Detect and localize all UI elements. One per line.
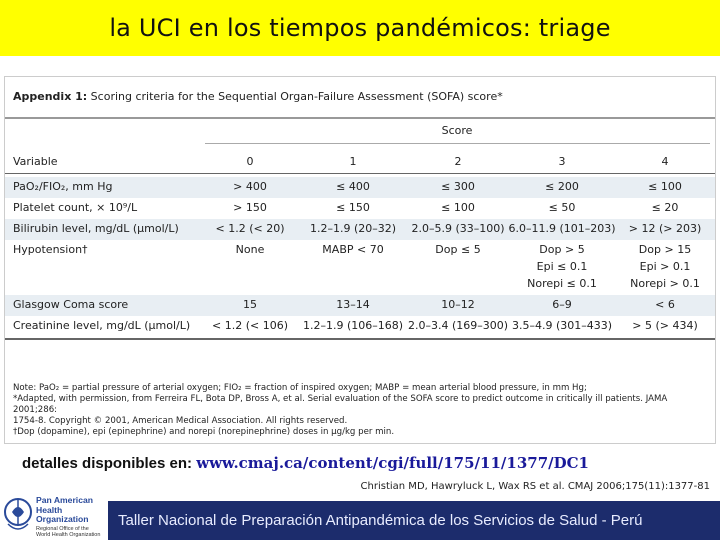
row-value: 13–14 [336,298,370,311]
row-value: ≤ 100 [441,201,475,214]
row-value: ≤ 400 [336,180,370,193]
logo-text: Pan American Health Organization [36,495,93,524]
row-value: 1.2–1.9 (106–168) [302,319,404,332]
slide-title: la UCI en los tiempos pandémicos: triage [109,14,611,42]
row-value: ≤ 20 [651,201,679,214]
score-col-2: 2 [454,155,462,168]
row-value: > 5 (> 434) [632,319,698,332]
score-col-1: 1 [349,155,357,168]
caption-rest: Scoring criteria for the Sequential Organ-Failure Assessment (SOFA) score* [87,90,503,103]
row-value: > 150 [233,201,267,214]
note-line: Note: PaO₂ = partial pressure of arterial oxygen; FIO₂ = fraction of inspired oxygen; MABP = mean arterial blood pressure, in mm Hg; [13,383,587,393]
row-value: Epi > 0.1 [639,260,691,273]
row-variable: PaO₂/FIO₂, mm Hg [13,180,113,193]
table-caption [5,77,715,119]
row-value: 2.0–3.4 (169–300) [407,319,509,332]
row-value: Epi ≤ 0.1 [536,260,588,273]
row-value: 10–12 [441,298,475,311]
row-value: ≤ 150 [336,201,370,214]
row-value: 3.5–4.9 (301–433) [511,319,613,332]
row-variable: Platelet count, × 10⁹/L [13,201,138,214]
row-value: MABP < 70 [322,243,384,256]
row-value: > 400 [233,180,267,193]
details-line [22,454,589,472]
row-value: ≤ 50 [548,201,576,214]
sofa-table-image [4,76,716,444]
row-value: ≤ 300 [441,180,475,193]
row-value: > 12 (> 203) [628,222,702,235]
row-variable: Bilirubin level, mg/dL (µmol/L) [13,222,179,235]
logo-subtext: Regional Office of the World Health Organization [36,526,101,538]
score-col-4: 4 [661,155,669,168]
note-line: †Dop (dopamine), epi (epinephrine) and norepi (norepinephrine) doses in µg/kg per min. [13,427,395,437]
score-col-0: 0 [246,155,254,168]
footer-text: Taller Nacional de Preparación Antipandémica de los Servicios de Salud - Perú [118,512,643,529]
row-value: ≤ 100 [648,180,682,193]
score-header: Score [441,124,473,137]
row-value: Norepi ≤ 0.1 [527,277,597,290]
row-value: < 1.2 (< 106) [212,319,288,332]
score-col-3: 3 [558,155,566,168]
row-value: < 1.2 (< 20) [215,222,285,235]
row-value: None [235,243,265,256]
row-value: ≤ 200 [545,180,579,193]
row-value: Dop > 15 [638,243,692,256]
table-bottom-line [5,338,715,340]
row-variable: Glasgow Coma score [13,298,129,311]
row-value: < 6 [655,298,675,311]
row-value: 6.0–11.9 (101–203) [508,222,616,235]
paho-emblem-icon [2,496,34,536]
note-line: *Adapted, with permission, from Ferreira FL, Bota DP, Bross A, et al. Serial evaluation of the SOFA score to predict outcome in critically ill patients. JAMA 2001;286: [13,394,668,415]
row-value: 6–9 [552,298,572,311]
title-bar [0,0,720,56]
details-label: detalles disponibles en: [22,455,197,472]
row-value: 15 [243,298,257,311]
note-line: 1754-8. Copyright © 2001, American Medical Association. All rights reserved. [13,416,348,426]
row-value: 1.2–1.9 (20–32) [309,222,397,235]
score-underline [205,143,710,144]
row-value: Dop ≤ 5 [435,243,481,256]
paho-logo [2,496,106,540]
header-underline [5,173,715,174]
row-variable: Creatinine level, mg/dL (µmol/L) [13,319,191,332]
row-value: 2.0–5.9 (33–100) [411,222,505,235]
row-value: Norepi > 0.1 [630,277,700,290]
row-variable: Hypotension† [13,243,88,256]
table-notes [13,383,703,438]
caption-bold: Appendix 1: [13,90,88,103]
variable-header: Variable [13,155,58,168]
row-value: Dop > 5 [539,243,585,256]
footer-bar [108,501,720,540]
citation: Christian MD, Hawryluck L, Wax RS et al. CMAJ 2006;175(11):1377-81 [360,481,710,492]
details-url[interactable]: www.cmaj.ca/content/cgi/full/175/11/1377/DC1 [196,454,589,472]
